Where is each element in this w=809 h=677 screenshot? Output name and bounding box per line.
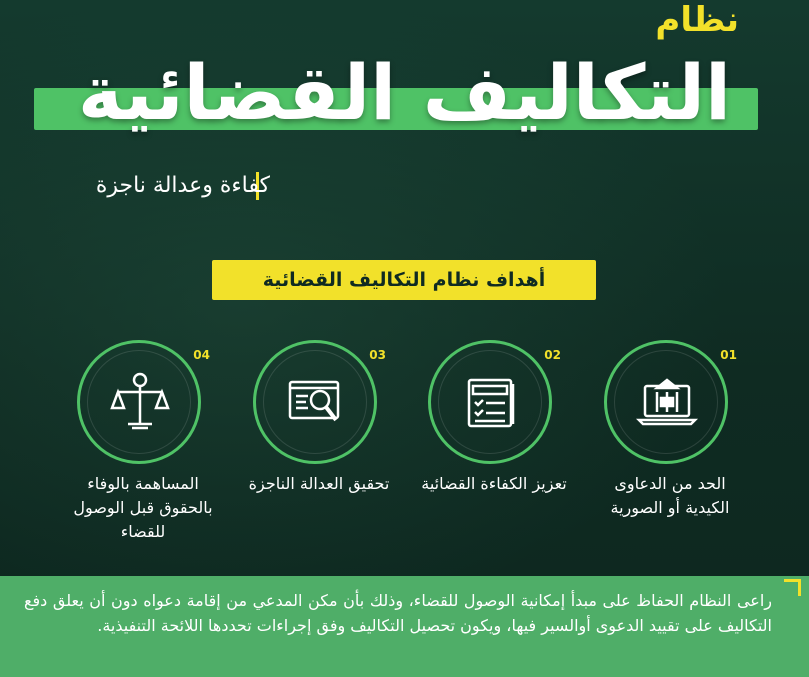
goal-01 xyxy=(595,340,745,560)
goal-02 xyxy=(419,340,569,560)
goal-03 xyxy=(244,340,394,560)
footer-corner-accent xyxy=(784,579,801,596)
goal-04 xyxy=(68,340,218,560)
goal-01-number: 01 xyxy=(720,348,737,362)
goal-04-caption: المساهمة بالوفاء بالحقوق قبل الوصول للقضاء xyxy=(73,474,213,541)
title-small: نظام xyxy=(655,0,739,40)
goal-02-number: 02 xyxy=(544,348,561,362)
magnifier-screen-icon xyxy=(280,366,352,438)
footer-note: راعى النظام الحفاظ على مبدأ إمكانية الوصول للقضاء، وذلك بأن مكن المدعي من إقامة دعواه دون أن يعلق دفع التكاليف على تقييد الدعوى أوالسير فيها، ويكون تحصيل التكاليف وفق إجراءات تحددها اللائحة التنفيذية. xyxy=(24,591,772,635)
document-checklist-icon xyxy=(455,366,527,438)
goal-04-number: 04 xyxy=(193,348,210,362)
building-laptop-icon xyxy=(631,366,703,438)
goal-01-caption: الحد من الدعاوى الكيدية أو الصورية xyxy=(610,474,730,517)
scales-gear-icon xyxy=(104,366,176,438)
goal-02-caption: تعزيز الكفاءة القضائية xyxy=(421,474,567,493)
goals-banner: أهداف نظام التكاليف القضائية xyxy=(212,260,596,300)
goal-03-number: 03 xyxy=(369,348,386,362)
subtitle: كفاءة وعدالة ناجزة xyxy=(95,173,270,198)
page-title: التكاليف القضائية xyxy=(77,48,732,137)
goal-03-caption: تحقيق العدالة الناجزة xyxy=(248,474,390,493)
